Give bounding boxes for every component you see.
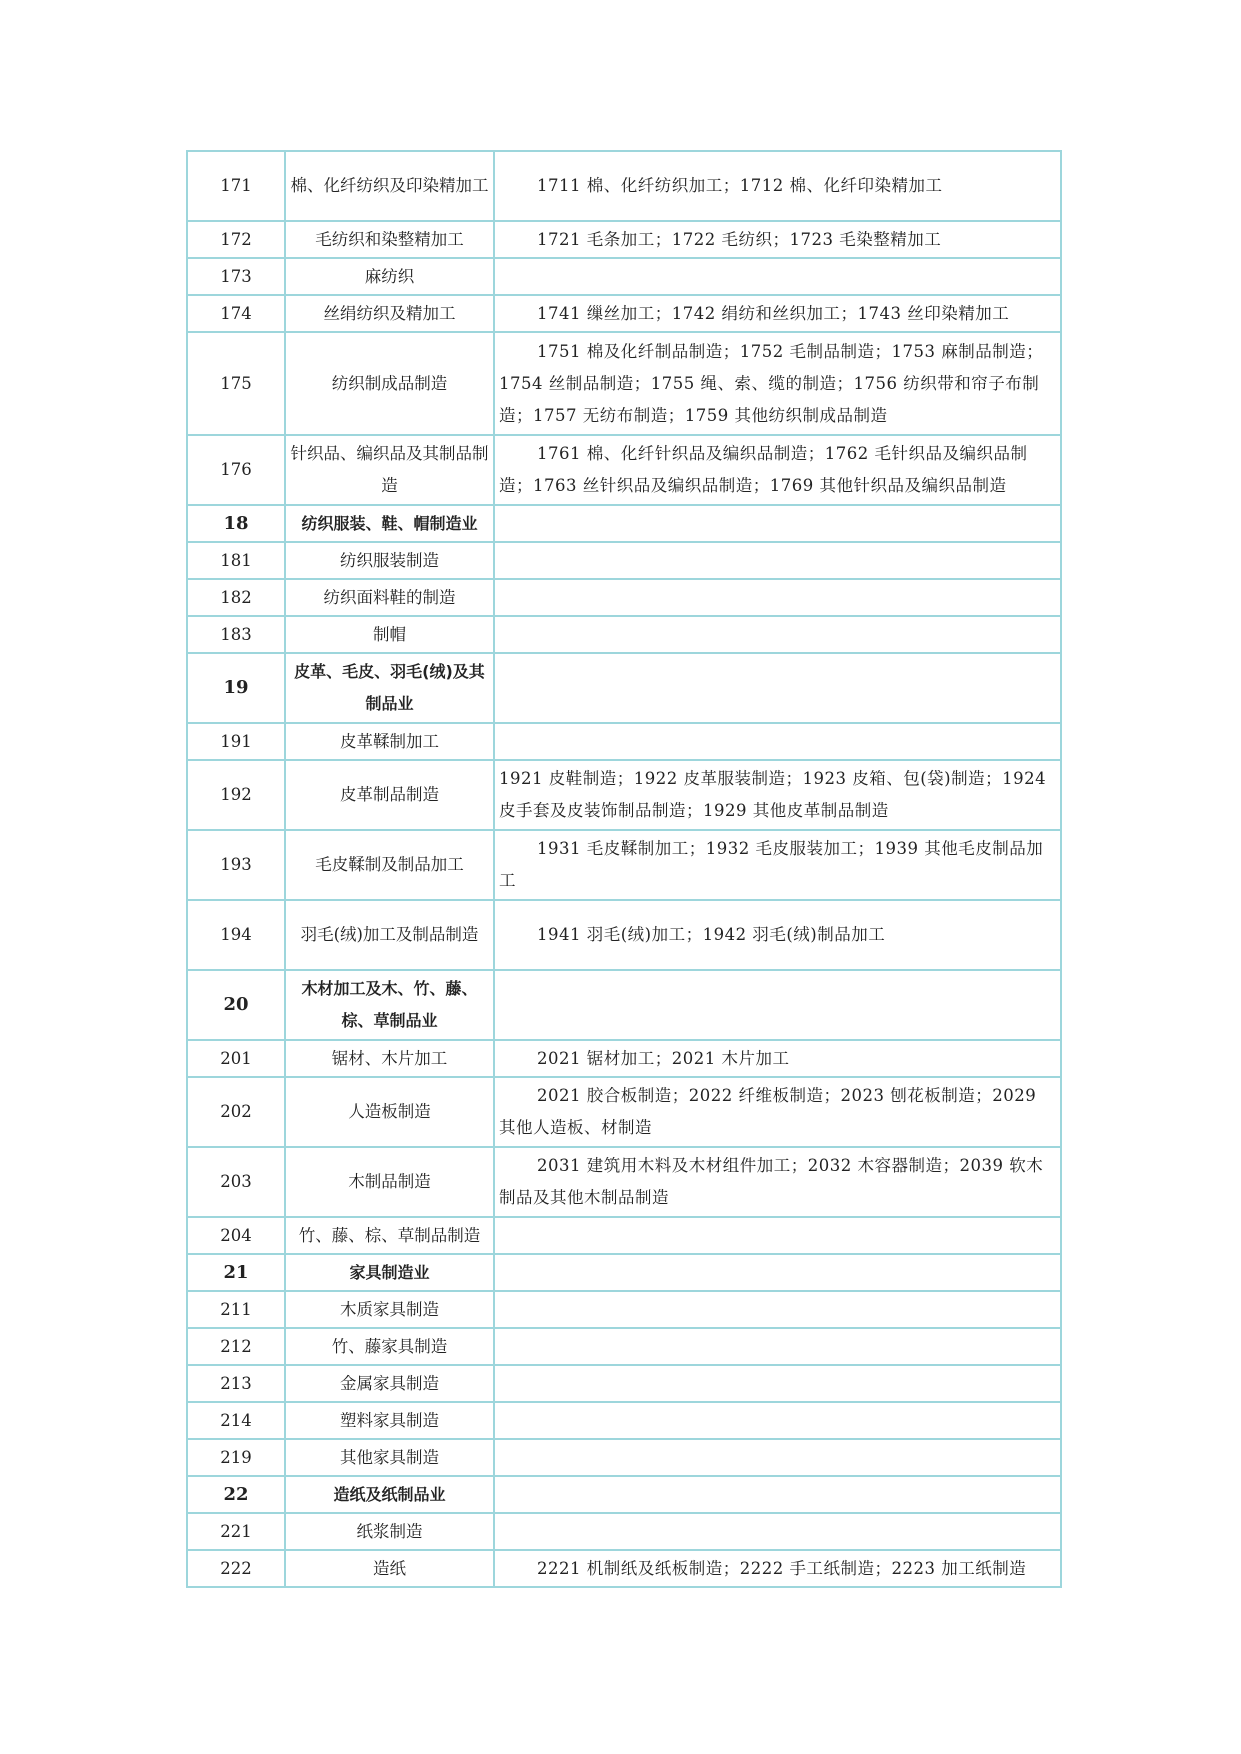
row-description (494, 830, 1061, 900)
row-code: 191 (187, 723, 285, 760)
row-name: 纺织制成品制造 (285, 332, 494, 435)
table-row (187, 970, 1061, 1040)
table-row (187, 1077, 1061, 1147)
table-body (187, 151, 1061, 1587)
row-name: 针织品、编织品及其制品制造 (285, 435, 494, 505)
row-description (494, 435, 1061, 505)
row-description-text: 2021 胶合板制造；2022 纤维板制造；2023 刨花板制造；2029 其他人造板、材制造 (499, 1086, 1037, 1137)
row-name: 人造板制造 (285, 1077, 494, 1147)
row-name: 纸浆制造 (285, 1513, 494, 1550)
row-code: 173 (187, 258, 285, 295)
table-row (187, 258, 1061, 295)
table-row (187, 723, 1061, 760)
row-name: 木制品制造 (285, 1147, 494, 1217)
table-row (187, 1439, 1061, 1476)
row-name: 皮革、毛皮、羽毛(绒)及其制品业 (285, 653, 494, 723)
row-description-text: 1941 羽毛(绒)加工；1942 羽毛(绒)制品加工 (537, 925, 886, 944)
table-row (187, 295, 1061, 332)
row-description-text: 1721 毛条加工；1722 毛纺织；1723 毛染整精加工 (537, 229, 942, 249)
row-description (494, 1147, 1061, 1217)
table-row (187, 221, 1061, 258)
row-name: 纺织服装、鞋、帽制造业 (285, 505, 494, 542)
row-code: 20 (187, 970, 285, 1040)
row-name: 毛皮鞣制及制品加工 (285, 830, 494, 900)
row-code: 201 (187, 1040, 285, 1077)
row-description (494, 505, 1061, 542)
row-description (494, 1365, 1061, 1402)
row-code: 214 (187, 1402, 285, 1439)
row-description (494, 970, 1061, 1040)
row-description (494, 542, 1061, 579)
row-name: 木材加工及木、竹、藤、棕、草制品业 (285, 970, 494, 1040)
row-description (494, 1550, 1061, 1587)
row-name: 纺织服装制造 (285, 542, 494, 579)
table-row (187, 332, 1061, 435)
row-description (494, 258, 1061, 295)
row-description (494, 1217, 1061, 1254)
row-description (494, 221, 1061, 258)
table-row (187, 1476, 1061, 1513)
row-description-text: 1921 皮鞋制造；1922 皮革服装制造；1923 皮箱、包(袋)制造；1924 皮手套及皮装饰制品制造；1929 其他皮革制品制造 (499, 769, 1047, 820)
row-name: 竹、藤、棕、草制品制造 (285, 1217, 494, 1254)
row-description (494, 760, 1061, 830)
row-description (494, 900, 1061, 970)
table-row (187, 1147, 1061, 1217)
row-description (494, 151, 1061, 221)
row-name: 麻纺织 (285, 258, 494, 295)
row-name: 其他家具制造 (285, 1439, 494, 1476)
row-code: 181 (187, 542, 285, 579)
table-row (187, 616, 1061, 653)
row-description-text: 1741 缫丝加工；1742 绢纺和丝织加工；1743 丝印染精加工 (537, 303, 1010, 323)
table-row (187, 151, 1061, 221)
row-description (494, 332, 1061, 435)
row-description (494, 1402, 1061, 1439)
row-code: 21 (187, 1254, 285, 1291)
row-code: 183 (187, 616, 285, 653)
row-description (494, 579, 1061, 616)
table-row (187, 1328, 1061, 1365)
row-code: 194 (187, 900, 285, 970)
row-description (494, 1254, 1061, 1291)
row-name: 制帽 (285, 616, 494, 653)
table-row (187, 1291, 1061, 1328)
table-row (187, 653, 1061, 723)
row-description-text: 1761 棉、化纤针织品及编织品制造；1762 毛针织品及编织品制造；1763 丝针织品及编织品制造；1769 其他针织品及编织品制造 (499, 444, 1028, 495)
row-code: 18 (187, 505, 285, 542)
table-row (187, 1254, 1061, 1291)
row-name: 纺织面料鞋的制造 (285, 579, 494, 616)
row-description (494, 1040, 1061, 1077)
row-code: 212 (187, 1328, 285, 1365)
row-code: 203 (187, 1147, 285, 1217)
table-row (187, 1513, 1061, 1550)
table-row (187, 1040, 1061, 1077)
row-name: 竹、藤家具制造 (285, 1328, 494, 1365)
table-row (187, 1402, 1061, 1439)
row-description (494, 1077, 1061, 1147)
row-code: 213 (187, 1365, 285, 1402)
table-row (187, 1365, 1061, 1402)
row-description (494, 723, 1061, 760)
table-row (187, 1217, 1061, 1254)
table-row (187, 505, 1061, 542)
row-name: 造纸 (285, 1550, 494, 1587)
row-name: 毛纺织和染整精加工 (285, 221, 494, 258)
table-row (187, 830, 1061, 900)
row-description-text: 2021 锯材加工；2021 木片加工 (537, 1048, 790, 1068)
row-code: 222 (187, 1550, 285, 1587)
row-code: 19 (187, 653, 285, 723)
table-row (187, 1550, 1061, 1587)
row-code: 221 (187, 1513, 285, 1550)
row-name: 木质家具制造 (285, 1291, 494, 1328)
row-name: 锯材、木片加工 (285, 1040, 494, 1077)
row-name: 造纸及纸制品业 (285, 1476, 494, 1513)
row-code: 174 (187, 295, 285, 332)
row-description (494, 1439, 1061, 1476)
table-row (187, 542, 1061, 579)
table-row (187, 900, 1061, 970)
row-name: 羽毛(绒)加工及制品制造 (285, 900, 494, 970)
row-name: 金属家具制造 (285, 1365, 494, 1402)
row-description-text: 2031 建筑用木料及木材组件加工；2032 木容器制造；2039 软木制品及其他木制品制造 (499, 1156, 1044, 1207)
row-name: 家具制造业 (285, 1254, 494, 1291)
row-description-text: 1711 棉、化纤纺织加工；1712 棉、化纤印染精加工 (537, 176, 943, 195)
row-description (494, 295, 1061, 332)
row-name: 皮革鞣制加工 (285, 723, 494, 760)
row-code: 171 (187, 151, 285, 221)
row-description (494, 1328, 1061, 1365)
row-code: 175 (187, 332, 285, 435)
industry-classification-table (186, 150, 1062, 1588)
row-description (494, 653, 1061, 723)
row-code: 172 (187, 221, 285, 258)
row-code: 211 (187, 1291, 285, 1328)
row-description (494, 1291, 1061, 1328)
table-row (187, 760, 1061, 830)
row-description-text: 2221 机制纸及纸板制造；2222 手工纸制造；2223 加工纸制造 (537, 1558, 1027, 1578)
table-row (187, 579, 1061, 616)
row-name: 棉、化纤纺织及印染精加工 (285, 151, 494, 221)
row-description (494, 1513, 1061, 1550)
row-description (494, 1476, 1061, 1513)
row-code: 202 (187, 1077, 285, 1147)
row-description-text: 1751 棉及化纤制品制造；1752 毛制品制造；1753 麻制品制造；1754 丝制品制造；1755 绳、索、缆的制造；1756 纺织带和帘子布制造；1757 无纺布制造；1759 其他纺织制成品制造 (499, 341, 1044, 425)
table-row (187, 435, 1061, 505)
row-code: 204 (187, 1217, 285, 1254)
row-code: 192 (187, 760, 285, 830)
row-description (494, 616, 1061, 653)
row-code: 22 (187, 1476, 285, 1513)
row-code: 182 (187, 579, 285, 616)
row-code: 176 (187, 435, 285, 505)
row-name: 皮革制品制造 (285, 760, 494, 830)
row-code: 193 (187, 830, 285, 900)
row-description-text: 1931 毛皮鞣制加工；1932 毛皮服装加工；1939 其他毛皮制品加工 (499, 839, 1044, 890)
row-code: 219 (187, 1439, 285, 1476)
row-name: 塑料家具制造 (285, 1402, 494, 1439)
row-name: 丝绢纺织及精加工 (285, 295, 494, 332)
